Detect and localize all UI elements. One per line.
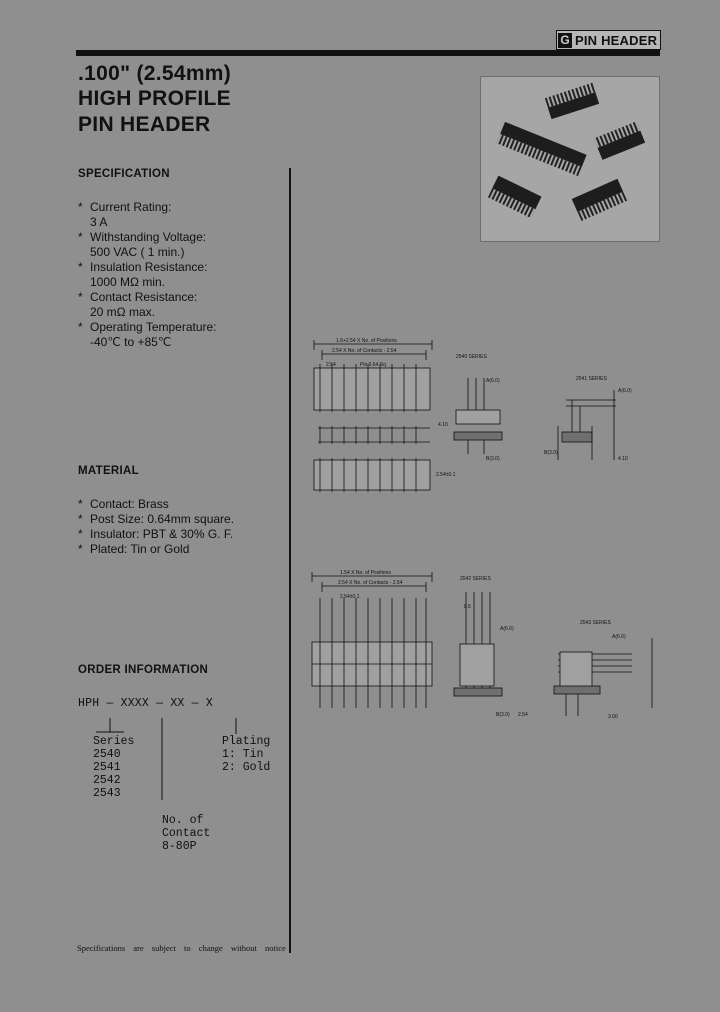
order-plating-tin: 1: Tin bbox=[222, 748, 264, 761]
spec-item-temperature: * Operating Temperature: -40℃ to +85℃ bbox=[78, 320, 217, 350]
material-item-post-size: * Post Size: 0.64mm square. bbox=[78, 512, 234, 527]
order-contact-label-2: Contact bbox=[162, 827, 211, 840]
footer-note: Specifications are subject to change without notice bbox=[77, 943, 286, 953]
order-contact-block bbox=[162, 814, 210, 853]
material-list bbox=[78, 497, 234, 557]
drawing-dual-row bbox=[296, 568, 688, 718]
material-item-insulator: * Insulator: PBT & 30% G. F. bbox=[78, 527, 234, 542]
order-series-2540: 2540 bbox=[93, 748, 121, 761]
header-rule bbox=[76, 50, 660, 56]
dim-contact-span-lower: 2.54 X No. of Contacts - 2.54 bbox=[338, 580, 403, 586]
dim-a-2541: A(6.0) bbox=[618, 388, 632, 394]
order-code: HPH — XXXX — XX — X bbox=[78, 697, 213, 710]
order-series-2543: 2543 bbox=[93, 787, 121, 800]
dim-a-2542: A(6.0) bbox=[500, 626, 514, 632]
title-line-1: .100" (2.54mm) bbox=[78, 62, 232, 85]
dim-contact-span: 2.54 X No. of Contacts - 2.54 bbox=[332, 348, 397, 354]
dim-total-width: 1.5+2.54 X No. of Positions bbox=[336, 338, 397, 344]
label-2543-series: 2543 SERIES bbox=[580, 620, 611, 626]
order-heading: ORDER INFORMATION bbox=[78, 664, 209, 676]
order-plating-block bbox=[222, 735, 270, 774]
order-contact-range: 8-80P bbox=[162, 840, 197, 853]
dim-height: 4.10 bbox=[438, 422, 448, 428]
spec-item-voltage: * Withstanding Voltage: 500 VAC ( 1 min.) bbox=[78, 230, 217, 260]
category-title: PIN HEADER bbox=[575, 32, 658, 48]
label-2540-series: 2540 SERIES bbox=[456, 354, 487, 360]
order-plating-gold: 2: Gold bbox=[222, 761, 271, 774]
specification-heading: SPECIFICATION bbox=[78, 168, 170, 180]
dim-offset-2541: 4.10 bbox=[618, 456, 628, 462]
title-line-2: HIGH PROFILE bbox=[78, 87, 231, 110]
dim-side: 2.54±0.1 bbox=[436, 472, 456, 478]
order-series-block bbox=[93, 735, 134, 800]
dim-height-2542: 8.5 bbox=[464, 604, 471, 610]
label-2542-series: 2542 SERIES bbox=[460, 576, 491, 582]
dim-thickness-2543: 3.00 bbox=[608, 714, 618, 718]
dim-b-2542: B(3.0) bbox=[496, 712, 510, 718]
order-series-2541: 2541 bbox=[93, 761, 121, 774]
drawing-single-row bbox=[296, 330, 688, 500]
dim-a-2543: A(6.0) bbox=[612, 634, 626, 640]
material-heading: MATERIAL bbox=[78, 465, 139, 477]
order-contact-label-1: No. of bbox=[162, 814, 204, 827]
dim-pin-size: Pin 0.64 Sq bbox=[360, 362, 386, 368]
dim-pitch: 2.54 bbox=[326, 362, 336, 368]
brand-label bbox=[556, 30, 661, 50]
column-divider bbox=[289, 168, 291, 953]
order-series-label: Series bbox=[93, 735, 135, 748]
material-item-plating: * Plated: Tin or Gold bbox=[78, 542, 234, 557]
dim-pitch-2542: 2.54 bbox=[518, 712, 528, 718]
spec-item-current: * Current Rating: 3 A bbox=[78, 200, 217, 230]
dim-b-2541: B(3.0) bbox=[544, 450, 558, 456]
product-photo bbox=[480, 76, 660, 242]
order-plating-label: Plating bbox=[222, 735, 271, 748]
spec-item-contact-resistance: * Contact Resistance: 20 mΩ max. bbox=[78, 290, 217, 320]
title-line-3: PIN HEADER bbox=[78, 113, 211, 136]
company-logo: G bbox=[558, 33, 572, 48]
specification-list bbox=[78, 200, 217, 350]
dim-a: A(6.0) bbox=[486, 378, 500, 384]
pin-header-photo-icon bbox=[481, 77, 659, 241]
dim-b: B(3.0) bbox=[486, 456, 500, 462]
spec-item-insulation: * Insulation Resistance: 1000 MΩ min. bbox=[78, 260, 217, 290]
dim-pitch-lower: 2.54±0.1 bbox=[340, 594, 360, 600]
material-item-contact: * Contact: Brass bbox=[78, 497, 234, 512]
dim-total-width-lower: 1.54 X No. of Positions bbox=[340, 570, 391, 576]
label-2541-series: 2541 SERIES bbox=[576, 376, 607, 382]
order-series-2542: 2542 bbox=[93, 774, 121, 787]
